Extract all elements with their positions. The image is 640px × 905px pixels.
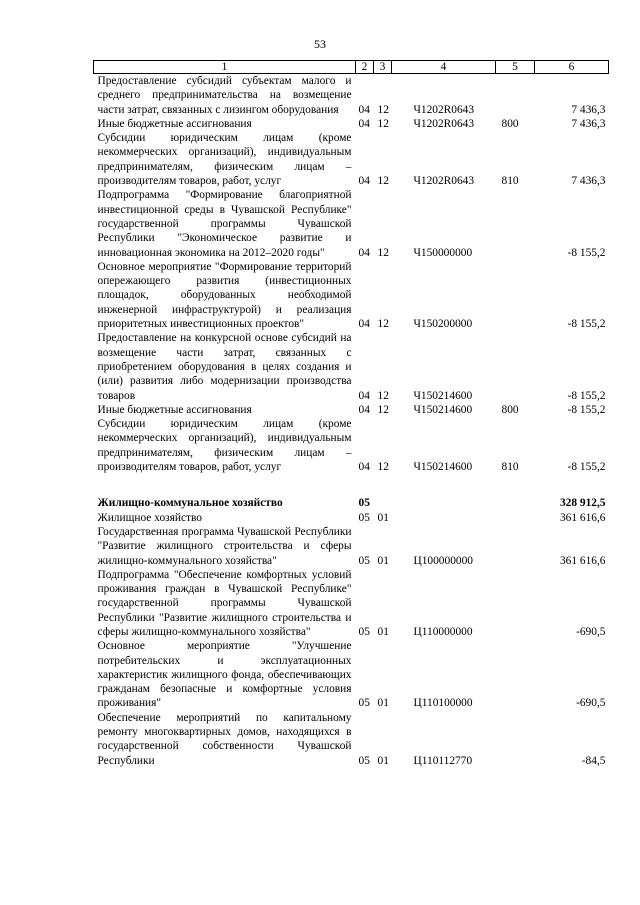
- row-description: Обеспечение мероприятий по капитальному ремонту многоквартирных домов, находящихся в государственной собственности Чувашской Республики: [97, 711, 352, 767]
- table-row: [94, 417, 609, 474]
- page-number: 53: [314, 37, 326, 51]
- row-subsection: 01: [377, 754, 389, 767]
- table-row: [94, 331, 609, 402]
- row-expense-type: [496, 639, 535, 710]
- row-subsection: 12: [377, 103, 389, 116]
- row-subsection: 01: [377, 625, 389, 638]
- row-amount: 7 436,3: [571, 117, 606, 130]
- row-target-code: [392, 496, 496, 510]
- row-amount: 7 436,3: [571, 175, 606, 188]
- row-amount: -690,5: [576, 625, 606, 638]
- row-expense-type: [496, 188, 535, 259]
- row-amount: -8 155,2: [567, 389, 606, 402]
- row-expense-type: 810: [501, 461, 519, 474]
- row-description: Предоставление субсидий субъектам малого и среднего предпринимательства на возмещение части затрат, связанных с лизингом оборудования: [97, 75, 352, 116]
- row-amount: -8 155,2: [567, 318, 606, 331]
- table-row: [94, 525, 609, 568]
- row-description: Иные бюджетные ассигнования: [97, 117, 252, 130]
- row-subsection: 12: [377, 117, 389, 130]
- row-target-code: Ц110100000: [413, 697, 473, 710]
- row-subsection: 01: [377, 697, 389, 710]
- row-description: Подпрограмма "Формирование благоприятной инвестиционной среды в Чувашской Республике" государственной программы Чувашской Республики "Экономическое развитие и инновационная экономика на 2012–2020 годы": [97, 189, 352, 259]
- row-amount: -84,5: [581, 754, 606, 767]
- row-target-code: Ч150214600: [413, 403, 473, 416]
- row-section: 04: [358, 246, 370, 259]
- row-expense-type: [496, 331, 535, 402]
- row-expense-type: [496, 568, 535, 639]
- header-col-3: 3: [374, 61, 392, 74]
- header-col-5: 5: [496, 61, 535, 74]
- table-row: [94, 117, 609, 131]
- row-subsection: 12: [377, 175, 389, 188]
- row-expense-type: 800: [501, 403, 519, 416]
- row-target-code: Ч1202R0643: [413, 117, 475, 130]
- row-target-code: Ч150214600: [413, 461, 473, 474]
- row-target-code: Ц110112770: [413, 754, 473, 767]
- row-description: Подпрограмма "Обеспечение комфортных условий проживания граждан в Чувашской Республике" государственной программы Чувашской Республики "Развитие жилищного строительства и сферы жилищно-коммунального хозяйства": [97, 568, 352, 638]
- row-amount: 7 436,3: [571, 103, 606, 116]
- row-section: 05: [358, 625, 370, 638]
- row-description: Государственная программа Чувашской Республики "Развитие жилищного строительства и сферы жилищно-коммунального хозяйства": [97, 525, 352, 567]
- row-amount: 361 616,6: [559, 554, 606, 567]
- table-row: [94, 639, 609, 710]
- spacer-row: [94, 474, 609, 496]
- row-section: 04: [358, 318, 370, 331]
- row-amount: 328 912,5: [559, 497, 606, 510]
- row-expense-type: 810: [501, 175, 519, 188]
- row-target-code: Ч150214600: [413, 389, 473, 402]
- row-expense-type: [496, 525, 535, 568]
- row-subsection: 12: [377, 461, 389, 474]
- row-section: 04: [358, 117, 370, 130]
- row-target-code: Ч1202R0643: [413, 175, 475, 188]
- row-description: Предоставление на конкурсной основе субсидий на возмещение части затрат, связанных с приобретением оборудования в целях создания и (или) развития либо модернизации производства товаров: [97, 332, 352, 402]
- row-target-code: Ч150000000: [413, 246, 473, 259]
- row-description: Жилищно-коммунальное хозяйство: [97, 497, 283, 510]
- row-target-code: Ц100000000: [413, 554, 473, 567]
- row-section: 05: [358, 697, 370, 710]
- row-expense-type: [496, 260, 535, 331]
- table-row: [94, 403, 609, 417]
- row-target-code: Ч150200000: [413, 318, 473, 331]
- row-section: 05: [358, 554, 370, 567]
- header-col-2: 2: [356, 61, 374, 74]
- header-col-4: 4: [392, 61, 496, 74]
- row-subsection: 01: [377, 511, 389, 524]
- table-row: [94, 131, 609, 188]
- row-subsection: 12: [377, 318, 389, 331]
- row-subsection: 12: [377, 389, 389, 402]
- row-expense-type: [496, 511, 535, 525]
- budget-table: [93, 60, 609, 768]
- header-row: [94, 61, 609, 74]
- row-target-code: [392, 511, 496, 525]
- row-target-code: Ч1202R0643: [413, 103, 475, 116]
- row-amount: -690,5: [576, 697, 606, 710]
- row-section: 05: [358, 511, 370, 524]
- row-expense-type: [496, 496, 535, 510]
- row-subsection: 12: [377, 403, 389, 416]
- row-subsection: [374, 496, 392, 510]
- table-row: [94, 711, 609, 768]
- row-expense-type: [496, 74, 535, 117]
- row-amount: -8 155,2: [567, 246, 606, 259]
- row-subsection: 01: [377, 554, 389, 567]
- row-section: 05: [358, 754, 370, 767]
- row-section: 04: [358, 403, 370, 416]
- row-expense-type: [496, 711, 535, 768]
- row-description: Жилищное хозяйство: [97, 511, 203, 524]
- row-description: Основное мероприятие "Формирование территорий опережающего развития (инвестиционных площадок, оборудованных необходимой инженерной инфраструктурой) и реализация приоритетных инвестиционных проектов": [97, 260, 352, 331]
- row-description: Субсидии юридическим лицам (кроме некоммерческих организаций), индивидуальным предпринимателям, физическим лицам – производителям товаров, работ, услуг: [97, 418, 352, 474]
- row-amount: -8 155,2: [567, 461, 606, 474]
- row-amount: 361 616,6: [559, 511, 606, 524]
- table-row: [94, 188, 609, 259]
- row-section: 04: [358, 461, 370, 474]
- row-description: Субсидии юридическим лицам (кроме некоммерческих организаций), индивидуальным предпринимателям, физическим лицам – производителям товаров, работ, услуг: [97, 132, 352, 188]
- table-row: [94, 511, 609, 525]
- row-section: 04: [358, 175, 370, 188]
- header-col-1: 1: [94, 61, 356, 74]
- row-section: 05: [358, 497, 370, 510]
- row-section: 04: [358, 103, 370, 116]
- row-description: Основное мероприятие "Улучшение потребительских и эксплуатационных характеристик жилищного фонда, обеспечивающих гражданам безопасные и комфортные условия проживания": [97, 640, 352, 710]
- table-row: [94, 568, 609, 639]
- row-target-code: Ц110000000: [413, 625, 473, 638]
- table-row-section-total: [94, 496, 609, 510]
- row-section: 04: [358, 389, 370, 402]
- table-row: [94, 260, 609, 331]
- row-amount: -8 155,2: [567, 403, 606, 416]
- row-expense-type: 800: [501, 117, 519, 130]
- row-subsection: 12: [377, 246, 389, 259]
- header-col-6: 6: [535, 61, 609, 74]
- row-description: Иные бюджетные ассигнования: [97, 403, 252, 416]
- table-row: [94, 74, 609, 117]
